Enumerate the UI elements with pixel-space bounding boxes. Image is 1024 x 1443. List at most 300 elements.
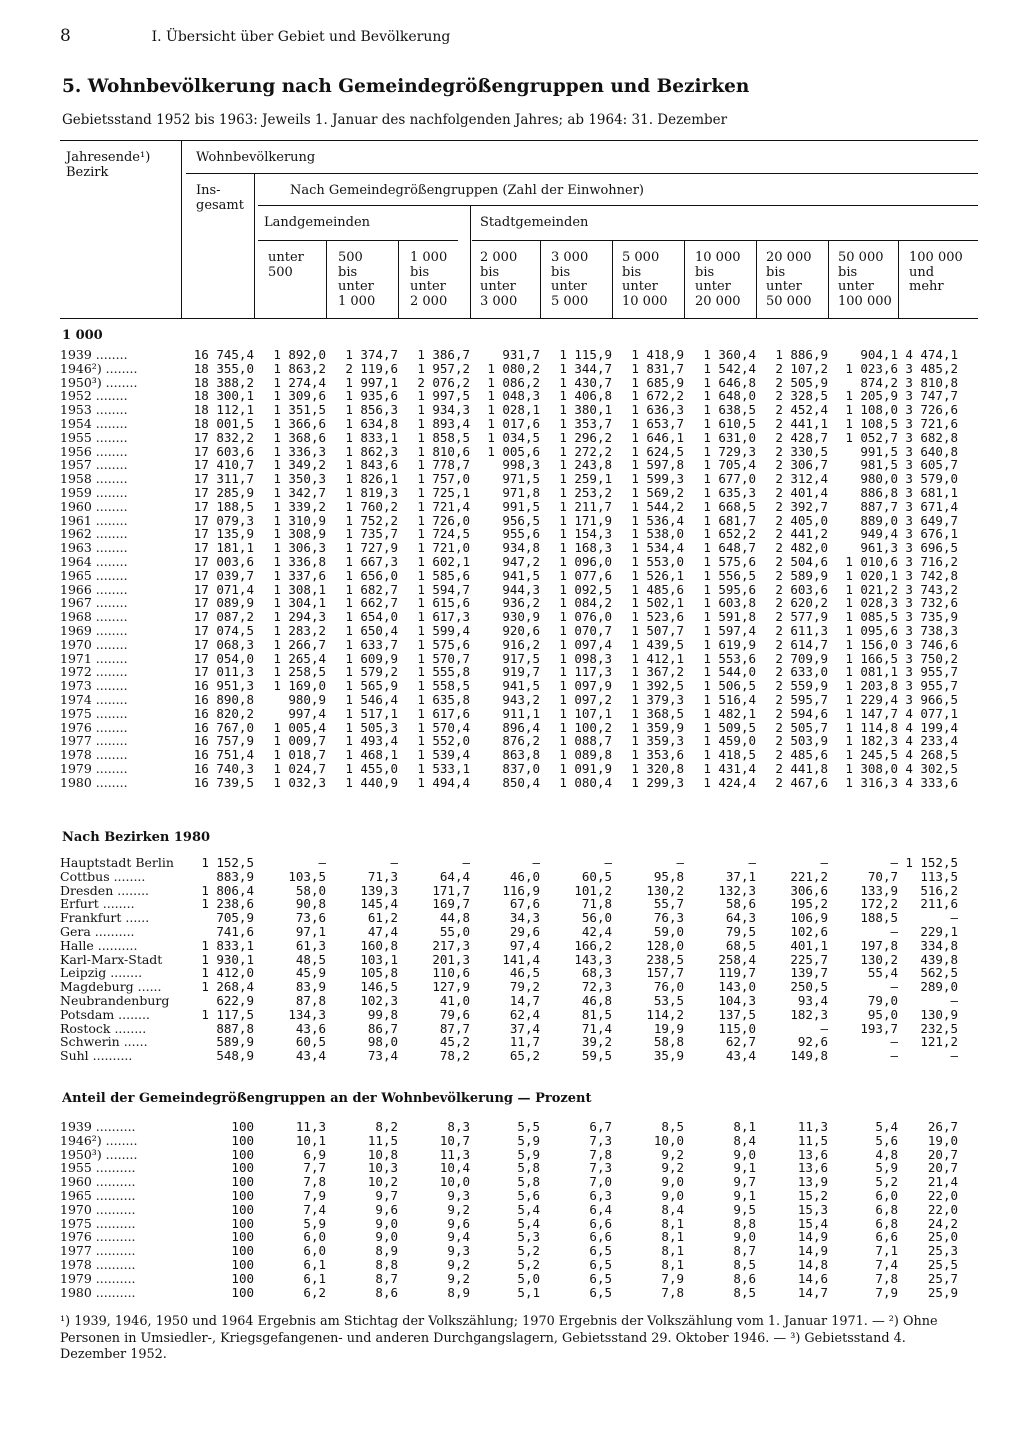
stadt-rule [472, 240, 978, 241]
cell-value: 1 005,6 [487, 444, 540, 459]
cell-value: 6,1 [303, 1257, 326, 1272]
cell-value: 106,9 [790, 911, 828, 925]
cell-value: 1 617,6 [417, 706, 470, 721]
table-bezirke [60, 856, 958, 1063]
cell-value: 10,7 [439, 1133, 470, 1148]
cell-value: 61,2 [367, 911, 398, 925]
cell-value: 1 634,8 [345, 416, 398, 431]
cell-value: 133,9 [860, 883, 898, 898]
cell-value: 1 542,4 [703, 361, 756, 376]
cell-value: 9,0 [375, 1230, 398, 1245]
cell-value: 7,8 [875, 1271, 898, 1286]
cell-value: 2 709,9 [775, 651, 828, 666]
year-row [60, 541, 958, 555]
cell-value: 8,1 [733, 1120, 756, 1134]
cell-value: 35,9 [653, 1049, 684, 1063]
cell-value: 1 858,5 [417, 430, 470, 445]
cell-value: 193,7 [860, 1021, 898, 1036]
cell-value: 146,5 [360, 980, 398, 994]
row-label: 1973 ........ [60, 679, 128, 693]
cell-value: 60,5 [581, 869, 612, 884]
cell-value: — [890, 1035, 898, 1050]
cell-value: 1 081,1 [845, 665, 898, 680]
year-row [60, 458, 958, 472]
cell-value: 6,0 [303, 1244, 326, 1258]
cell-value: 1 017,6 [487, 416, 540, 431]
cell-value: 1 856,3 [345, 403, 398, 417]
row-label: 1960 .......... [60, 1175, 136, 1189]
cell-value: 1 507,7 [631, 623, 684, 638]
cell-value: 13,9 [797, 1175, 828, 1189]
cell-value: 76,0 [653, 980, 684, 994]
cell-value: 1 575,6 [417, 637, 470, 652]
cell-value: — [462, 856, 470, 870]
cell-value: 5,9 [517, 1147, 540, 1162]
cell-value: 1 599,4 [417, 623, 470, 638]
cell-value: 1 308,1 [273, 582, 326, 597]
row-label: Schwerin ...... [60, 1035, 148, 1050]
cell-value: 1 243,8 [559, 458, 612, 473]
col-header-7: 20 000 bis unter 50 000 [766, 250, 812, 309]
row-label: 1946²) ........ [60, 1133, 138, 1148]
cell-value: 46,8 [581, 993, 612, 1008]
cell-value: — [748, 856, 756, 870]
cell-value: — [890, 1049, 898, 1063]
anteil-row [60, 1189, 958, 1203]
cell-value: 1 778,7 [417, 458, 470, 473]
cell-value: 1 534,4 [631, 541, 684, 555]
cell-value: 45,9 [295, 966, 326, 981]
cell-value: 18 355,0 [193, 361, 254, 376]
cell-value: 1 366,6 [273, 416, 326, 431]
cell-value: 1 077,6 [559, 568, 612, 583]
cell-value: 1 080,4 [559, 775, 612, 790]
table-subtitle: Gebietsstand 1952 bis 1963: Jeweils 1. Januar des nachfolgenden Jahres; ab 1964: 31. Dezember [62, 112, 728, 128]
cell-value: 1 482,1 [703, 706, 756, 721]
cell-value: 100 [231, 1271, 254, 1286]
cell-value: 1 117,3 [559, 665, 612, 680]
cell-value: 1 168,3 [559, 541, 612, 555]
cell-value: 92,6 [797, 1035, 828, 1050]
cell-value: 956,5 [502, 513, 540, 528]
cell-value: 1 353,6 [631, 748, 684, 762]
cell-value: 14,7 [797, 1285, 828, 1300]
cell-value: 25,7 [927, 1271, 958, 1286]
cell-value: 139,7 [790, 966, 828, 981]
cell-value: 1 570,4 [417, 720, 470, 735]
cell-value: 18 388,2 [193, 375, 254, 390]
cell-value: 58,6 [725, 897, 756, 912]
row-label: Leipzig ........ [60, 966, 143, 981]
cell-value: 1 646,8 [703, 375, 756, 390]
cell-value: 18 300,1 [193, 389, 254, 404]
cell-value: 1 997,5 [417, 389, 470, 404]
cell-value: 46,0 [509, 869, 540, 884]
year-row [60, 569, 958, 583]
year-row [60, 734, 958, 748]
cell-value: 1 638,5 [703, 403, 756, 417]
cell-value: 7,8 [661, 1285, 684, 1300]
cell-value: 8,1 [661, 1244, 684, 1258]
year-row [60, 445, 958, 459]
cell-value: 17 603,6 [193, 444, 254, 459]
cell-value: 4 302,5 [905, 761, 958, 776]
cell-value: 2 614,7 [775, 637, 828, 652]
anteil-row [60, 1148, 958, 1162]
bezirk-row [60, 953, 958, 967]
cell-value: 1 229,4 [845, 692, 898, 707]
cell-value: 1 729,3 [703, 444, 756, 459]
cell-value: 11,3 [439, 1147, 470, 1162]
year-row [60, 403, 958, 417]
cell-value: 3 721,6 [905, 416, 958, 431]
cell-value: 3 742,8 [905, 568, 958, 583]
cell-value: 1 556,5 [703, 568, 756, 583]
row-label: 1955 ........ [60, 430, 128, 445]
cell-value: 1 609,9 [345, 651, 398, 666]
cell-value: — [318, 856, 326, 870]
cell-value: 87,7 [439, 1021, 470, 1036]
cell-value: 2 505,7 [775, 720, 828, 735]
cell-value: 4 268,5 [905, 748, 958, 762]
cell-value: 1 088,7 [559, 734, 612, 749]
cell-value: 128,0 [646, 938, 684, 953]
cell-value: 16 751,4 [193, 748, 254, 762]
cell-value: 1 080,2 [487, 361, 540, 376]
cell-value: 6,7 [589, 1120, 612, 1134]
year-row [60, 376, 958, 390]
cell-value: 1 020,1 [845, 568, 898, 583]
cell-value: 548,9 [216, 1049, 254, 1063]
cell-value: 9,2 [661, 1147, 684, 1162]
cell-value: 11,5 [367, 1133, 398, 1148]
cell-value: 62,7 [725, 1035, 756, 1050]
cell-value: 439,8 [920, 952, 958, 967]
cell-value: 1 028,1 [487, 403, 540, 417]
cell-value: 991,5 [860, 444, 898, 459]
row-label: 1939 ........ [60, 348, 128, 362]
row-label: 1952 ........ [60, 389, 128, 404]
cell-value: 1 018,7 [273, 748, 326, 762]
col-header-4: 3 000 bis unter 5 000 [551, 250, 589, 309]
cell-value: 15,3 [797, 1202, 828, 1217]
cell-value: 8,7 [375, 1271, 398, 1286]
cell-value: 130,2 [860, 952, 898, 967]
cell-value: 971,8 [502, 485, 540, 500]
cell-value: 306,6 [790, 883, 828, 898]
cell-value: 166,2 [574, 938, 612, 953]
page-header [60, 26, 450, 46]
cell-value: 1 115,9 [559, 348, 612, 362]
cell-value: 65,2 [509, 1049, 540, 1063]
cell-value: 6,8 [875, 1216, 898, 1231]
cell-value: 1 558,5 [417, 679, 470, 693]
cell-value: 1 245,5 [845, 748, 898, 762]
cell-value: 1 424,4 [703, 775, 756, 790]
cell-value: 5,6 [517, 1188, 540, 1203]
cell-value: 100 [231, 1161, 254, 1176]
cell-value: 1 843,6 [345, 458, 398, 473]
cell-value: 26,7 [927, 1120, 958, 1134]
cell-value: 9,7 [375, 1188, 398, 1203]
cell-value: 64,4 [439, 869, 470, 884]
cell-value: 10,1 [295, 1133, 326, 1148]
cell-value: 1 070,7 [559, 623, 612, 638]
cell-value: 55,0 [439, 924, 470, 939]
cell-value: 102,6 [790, 924, 828, 939]
row-label: 1975 .......... [60, 1216, 136, 1231]
row-label: 1962 ........ [60, 527, 128, 542]
cell-value: 920,6 [502, 623, 540, 638]
cell-value: 1 667,3 [345, 554, 398, 569]
cell-value: 1 760,2 [345, 499, 398, 514]
cell-value: 1 633,7 [345, 637, 398, 652]
cell-value: 34,3 [509, 911, 540, 925]
cell-value: 17 079,3 [193, 513, 254, 528]
cell-value: 896,4 [502, 720, 540, 735]
cell-value: 172,2 [860, 897, 898, 912]
cell-value: 1 108,0 [845, 403, 898, 417]
cell-value: 1 100,2 [559, 720, 612, 735]
cell-value: 3 696,5 [905, 541, 958, 555]
cell-value: 37,1 [725, 869, 756, 884]
anteil-row [60, 1161, 958, 1175]
cell-value: 1 721,0 [417, 541, 470, 555]
cell-value: 1 028,3 [845, 596, 898, 611]
cell-value: 14,6 [797, 1271, 828, 1286]
wohn-rule [186, 173, 978, 174]
cell-value: 916,2 [502, 637, 540, 652]
row-label: Magdeburg ...... [60, 980, 162, 994]
cell-value: 1 238,6 [201, 897, 254, 912]
cell-value: 1 494,4 [417, 775, 470, 790]
cell-value: 1 565,9 [345, 679, 398, 693]
cell-value: 15,4 [797, 1216, 828, 1231]
cell-value: 10,3 [367, 1161, 398, 1176]
cell-value: 1 727,9 [345, 541, 398, 555]
cell-value: 20,7 [927, 1161, 958, 1176]
cell-value: 14,9 [797, 1230, 828, 1245]
cell-value: 1 379,3 [631, 692, 684, 707]
cell-value: 1 310,9 [273, 513, 326, 528]
cell-value: 3 605,7 [905, 458, 958, 473]
cell-value: 4 077,1 [905, 706, 958, 721]
cell-value: 1 553,6 [703, 651, 756, 666]
cell-value: 113,5 [920, 869, 958, 884]
cell-value: 2 119,6 [345, 361, 398, 376]
cell-value: — [950, 1049, 958, 1063]
cell-value: 1 682,7 [345, 582, 398, 597]
cell-value: 2 330,5 [775, 444, 828, 459]
cell-value: 2 107,2 [775, 361, 828, 376]
cell-value: 3 649,7 [905, 513, 958, 528]
col-divider [326, 240, 327, 318]
cell-value: 6,0 [303, 1230, 326, 1245]
cell-value: 45,2 [439, 1035, 470, 1050]
cell-value: 3 955,7 [905, 679, 958, 693]
cell-value: 9,2 [447, 1202, 470, 1217]
cell-value: 81,5 [581, 1007, 612, 1022]
cell-value: 60,5 [295, 1035, 326, 1050]
row-label: 1971 ........ [60, 651, 128, 666]
cell-value: 1 320,8 [631, 761, 684, 776]
cell-value: 1 076,0 [559, 610, 612, 624]
cell-value: 1 203,8 [845, 679, 898, 693]
table-title: 5. Wohnbevölkerung nach Gemeindegrößengruppen und Bezirken [62, 76, 750, 97]
cell-value: 130,2 [646, 883, 684, 898]
cell-value: 1 672,2 [631, 389, 684, 404]
cell-value: 1 392,5 [631, 679, 684, 693]
row-label: 1979 ........ [60, 761, 128, 776]
cell-value: 2 577,9 [775, 610, 828, 624]
cell-value: 71,8 [581, 897, 612, 912]
row-label: 1980 ........ [60, 775, 128, 790]
cell-value: 24,2 [927, 1216, 958, 1231]
cell-value: — [890, 980, 898, 994]
cell-value: 110,6 [432, 966, 470, 981]
cell-value: 3 746,6 [905, 637, 958, 652]
cell-value: 1 819,3 [345, 485, 398, 500]
year-row [60, 624, 958, 638]
cell-value: 401,1 [790, 938, 828, 953]
cell-value: 1 635,8 [417, 692, 470, 707]
cell-value: 2 504,6 [775, 554, 828, 569]
cell-value: 93,4 [797, 993, 828, 1008]
cell-value: 1 021,2 [845, 582, 898, 597]
cell-value: 1 266,7 [273, 637, 326, 652]
row-label: 1946²) ........ [60, 361, 138, 376]
cell-value: 79,0 [867, 993, 898, 1008]
col-divider [684, 240, 685, 318]
cell-value: 1 182,3 [845, 734, 898, 749]
row-label: 1967 ........ [60, 596, 128, 611]
insgesamt-heading: Ins- gesamt [196, 183, 244, 213]
cell-value: 998,3 [502, 458, 540, 473]
cell-value: 1 523,6 [631, 610, 684, 624]
cell-value: 1 553,0 [631, 554, 684, 569]
cell-value: 1 833,1 [345, 430, 398, 445]
cell-value: 1 010,6 [845, 554, 898, 569]
cell-value: 2 595,7 [775, 692, 828, 707]
cell-value: 1 117,5 [201, 1007, 254, 1022]
cell-value: 5,8 [517, 1161, 540, 1176]
cell-value: 1 648,7 [703, 541, 756, 555]
cell-value: 61,3 [295, 938, 326, 953]
cell-value: 934,8 [502, 541, 540, 555]
cell-value: 201,3 [432, 952, 470, 967]
cell-value: 17 285,9 [193, 485, 254, 500]
cell-value: 589,9 [216, 1035, 254, 1050]
cell-value: 8,1 [661, 1216, 684, 1231]
cell-value: 1 272,2 [559, 444, 612, 459]
cell-value: 5,4 [517, 1216, 540, 1231]
cell-value: 8,1 [661, 1257, 684, 1272]
col-divider [398, 240, 399, 318]
cell-value: 1 892,0 [273, 348, 326, 362]
cell-value: 936,2 [502, 596, 540, 611]
cell-value: 4 333,6 [905, 775, 958, 790]
footnote: ¹) 1939, 1946, 1950 und 1964 Ergebnis am Stichtag der Volkszählung; 1970 Ergebnis der Volkszählung vom 1. Januar 1971. — ²) Ohne Personen in Umsiedler-, Kriegsgefangenen- und anderen Durchgangslagern, Gebietsstand 29. Oktober 1946. — ³) Gebietsstand 4. Dezember 1952. [60, 1314, 938, 1362]
cell-value: 232,5 [920, 1021, 958, 1036]
cell-value: 6,5 [589, 1271, 612, 1286]
bezirk-row [60, 1022, 958, 1036]
cell-value: 8,4 [733, 1133, 756, 1148]
cell-value: 39,2 [581, 1035, 612, 1050]
cell-value: 7,3 [589, 1161, 612, 1176]
cell-value: 16 951,3 [193, 679, 254, 693]
cell-value: 1 336,3 [273, 444, 326, 459]
cell-value: 980,9 [288, 692, 326, 707]
cell-value: 1 594,7 [417, 582, 470, 597]
cell-value: 1 635,3 [703, 485, 756, 500]
cell-value: 1 636,3 [631, 403, 684, 417]
row-label: 1959 ........ [60, 485, 128, 500]
cell-value: 1 662,7 [345, 596, 398, 611]
cell-value: 2 441,8 [775, 761, 828, 776]
cell-value: 100 [231, 1120, 254, 1134]
col-header-8: 50 000 bis unter 100 000 [838, 250, 892, 309]
cell-value: 2 441,1 [775, 416, 828, 431]
cell-value: 943,2 [502, 692, 540, 707]
cell-value: 1 721,4 [417, 499, 470, 514]
cell-value: 7,4 [303, 1202, 326, 1217]
cell-value: 5,2 [875, 1175, 898, 1189]
cell-value: 160,8 [360, 938, 398, 953]
row-label: Frankfurt ...... [60, 911, 150, 925]
year-row [60, 527, 958, 541]
cell-value: 1 023,6 [845, 361, 898, 376]
cell-value: 1 169,0 [273, 679, 326, 693]
cell-value: 1 344,7 [559, 361, 612, 376]
cell-value: 1 258,5 [273, 665, 326, 680]
cell-value: 7,7 [303, 1161, 326, 1176]
row-label: Gera .......... [60, 924, 135, 939]
cell-value: 1 339,2 [273, 499, 326, 514]
year-row [60, 431, 958, 445]
cell-value: 1 648,0 [703, 389, 756, 404]
cell-value: 1 431,4 [703, 761, 756, 776]
cell-value: 16 757,9 [193, 734, 254, 749]
col-divider [828, 240, 829, 318]
cell-value: 2 482,0 [775, 541, 828, 555]
cell-value: 1 034,5 [487, 430, 540, 445]
cell-value: 1 677,0 [703, 472, 756, 486]
cell-value: 1 668,5 [703, 499, 756, 514]
cell-value: 1 296,2 [559, 430, 612, 445]
cell-value: 18 112,1 [193, 403, 254, 417]
cell-value: 9,0 [661, 1188, 684, 1203]
row-label: Potsdam ........ [60, 1007, 150, 1022]
col-header-1: 500 bis unter 1 000 [338, 250, 376, 309]
cell-value: 2 589,9 [775, 568, 828, 583]
cell-value: 889,0 [860, 513, 898, 528]
cell-value: 5,4 [517, 1202, 540, 1217]
cell-value: 2 306,7 [775, 458, 828, 473]
row-label: 1966 ........ [60, 582, 128, 597]
cell-value: 119,7 [718, 966, 756, 981]
cell-value: 1 367,2 [631, 665, 684, 680]
cell-value: 53,5 [653, 993, 684, 1008]
cell-value: 16 820,2 [193, 706, 254, 721]
bezirk-row [60, 884, 958, 898]
cell-value: 1 048,3 [487, 389, 540, 404]
cell-value: 100 [231, 1202, 254, 1217]
cell-value: 68,5 [725, 938, 756, 953]
cell-value: 1 353,7 [559, 416, 612, 431]
col-header-3: 2 000 bis unter 3 000 [480, 250, 518, 309]
cell-value: 3 747,7 [905, 389, 958, 404]
cell-value: 6,1 [303, 1271, 326, 1286]
